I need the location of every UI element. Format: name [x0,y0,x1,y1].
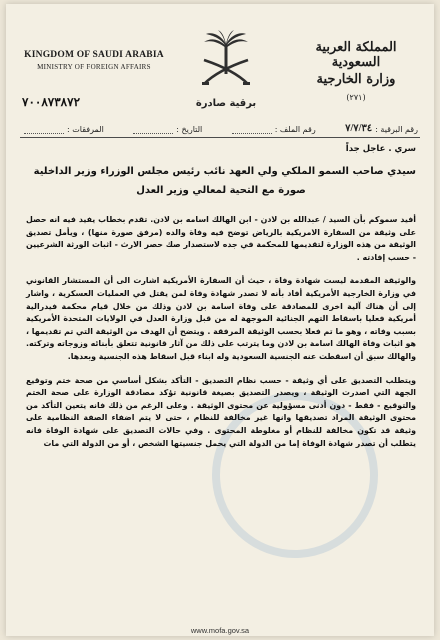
date-field [133,120,202,134]
footer-website: www.mofa.gov.sa [190,626,250,635]
classification-note: سري . عاجل جداً [345,144,416,154]
reference-number: ٧٠٠٨٧٣٨٧٢ [22,95,81,109]
header-divider [20,137,420,138]
ministry-name-en: MINISTRY OF FOREIGN AFFAIRS [37,63,151,71]
kingdom-name-en: KINGDOM OF SAUDI ARABIA [24,50,164,60]
ministry-code: (٢٧١) [346,93,366,102]
file-field [232,120,316,134]
letter-body [26,144,416,450]
ref-label: رقم البرقية : [375,125,418,134]
ref-value: ٧/٧/٣٤ [345,123,373,134]
kingdom-name-ar: المملكة العربية السعودية [315,40,397,70]
date-label: التاريخ : [176,125,203,134]
document-type: برقية صادرة [195,98,257,109]
copy-to-line: صورة مع التحية لمعالي وزير العدل [136,185,306,196]
document-page [6,4,434,636]
ministry-name-ar: وزارة الخارجية [316,72,396,87]
telegram-meta-row [24,120,418,134]
attachments-field [24,120,104,134]
paragraph-1: أفيد سموكم بأن السيد / عبدالله بن لادن - ابن الهالك اسامه بن لادن. تقدم بخطاب يفيد فيه انه حصل على وثيقة من السفارة الامريكية بالرياض توضح فيه وفاة والده (مرفق صورة منها) ، ويأمل تصديق الوثيقة من هذه الوزارة لتقديمها للمحكمة في جده لاستصدار صك حصر الارث - اثبات الورثة الشرعيين - حسب إفادته . [26,215,416,262]
arabic-header [296,40,416,102]
english-header [24,50,164,71]
paragraph-2: والوثيقة المقدمة ليست شهادة وفاة ، حيث أن السفارة الأمريكية اشارت الى أن المستشار القانوني في وزارة الخارجية الأمريكية أفاد بأنه لا تصدر شهادة وفاة لمن يقتل في العمليات العسكرية ، واشار إلى أن هناك آلية اخرى للمصادقة على وفاة اسامة بن لادن وذلك من خلال قيام محكمة فيدرالية أمريكية فعليا باسقاط التهم الجنائية الموجهة له من قبل وزارة العدل في الولايات المتحدة الأمريكية بسبب وفاته ، وهو ما تم فعلا بحسب الوثيقة المرفقة . ويتضح أن الهدف من الوثيقة التي تم تقديمها ، هو اثبات وفاة الهالك اسامة بن لادن وما يترتب على ذلك من آثار قانونية تتعلق بأبنائه وزوجاته وتركته. والهالك سبق أن اسقطت عنه الجنسية السعودية وله ابناء قبل اسقاط هذه الجنسية وبعدها. [26,276,416,361]
ref-field [345,120,418,134]
paragraph-3: ويتطلب التصديق على أي وثيقة - حسب نظام التصديق - التأكد بشكل أساسي من صحة ختم وتوقيع الجهة التي اصدرت الوثيقة ، ويصدر التصديق بصيغة قانونية تؤكد مصادقة الوزارة على صحة الختم والتوقيع - فقط - دون أدنى مسؤولية عن محتوى الوثيقة . وعلى الرغم من ذلك فانه يتعين التأكد من محتوى الوثيقة المراد تصديقها وانها غير مخالفة للنظام ، حتى لا يتم اضفاء الصفة النظامية على وثيقة قد تكون مخالفة للنظام أو مغلوطة المحتوى . وفي حالات التصديق على شهادة الوفاة فانه يتطلب أن تصدر شهادة الوفاة إما من الدولة التي يحمل جنسيتها الشخص ، أو من الدولة التي مات [26,375,416,448]
palm-swords-emblem-icon [198,30,254,96]
attachments-blank [24,124,64,134]
file-blank [232,124,272,134]
addressee-line: سيدي صاحب السمو الملكي ولي العهد نائب رئيس مجلس الوزراء وزير الداخلية [33,166,416,177]
date-blank [133,124,173,134]
attachments-label: المرفقات : [67,125,104,134]
file-label: رقم الملف : [274,125,316,134]
